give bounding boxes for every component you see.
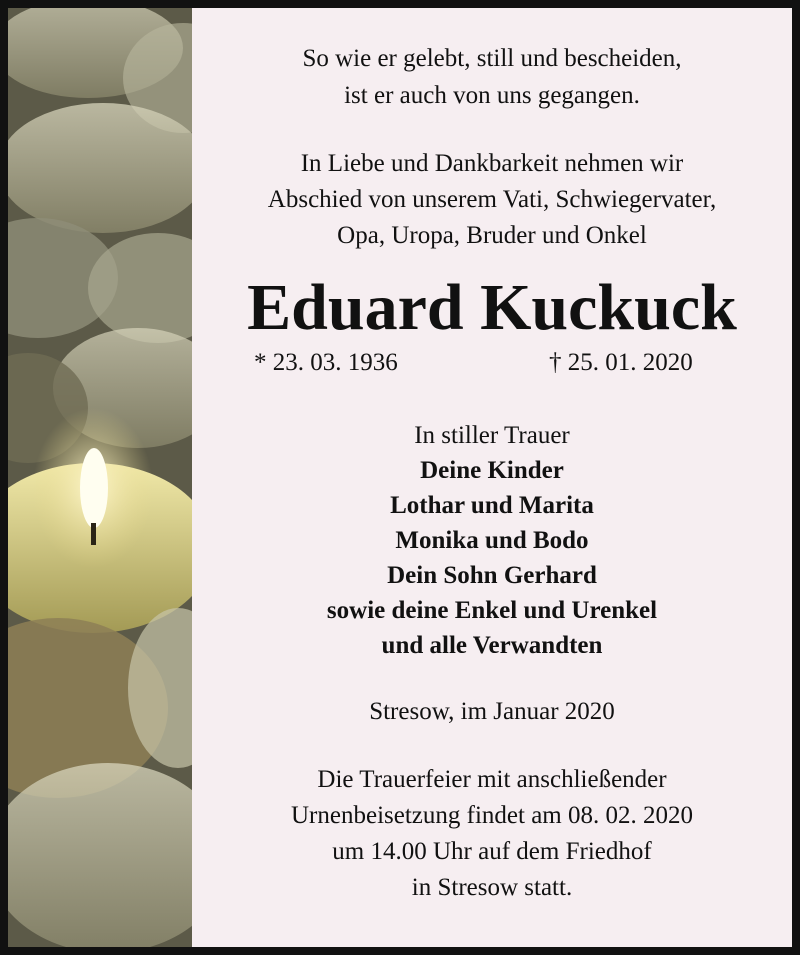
farewell-line-1: In Liebe und Dankbarkeit nehmen wir bbox=[300, 150, 684, 177]
service-line-2: Urnenbeisetzung findet am 08. 02. 2020 bbox=[291, 802, 693, 829]
mourner-4: Dein Sohn Gerhard bbox=[387, 562, 597, 589]
mourner-3: Monika und Bodo bbox=[395, 527, 589, 554]
deceased-name: Eduard Kuckuck bbox=[247, 271, 737, 344]
mourner-2: Lothar und Marita bbox=[390, 492, 594, 519]
service-line-1: Die Trauerfeier mit anschließender bbox=[317, 766, 667, 793]
death-date: † 25. 01. 2020 bbox=[549, 349, 693, 376]
service-line-3: um 14.00 Uhr auf dem Friedhof bbox=[332, 838, 652, 865]
mourning-line: In stiller Trauer bbox=[414, 422, 570, 449]
mourner-1: Deine Kinder bbox=[420, 457, 564, 484]
place-date: Stresow, im Januar 2020 bbox=[369, 698, 615, 725]
tealight-candles-image bbox=[8, 8, 192, 947]
notice-text-panel bbox=[192, 8, 792, 947]
farewell-line-2: Abschied von unserem Vati, Schwiegervater, bbox=[267, 186, 717, 213]
birth-date: * 23. 03. 1936 bbox=[254, 349, 398, 376]
intro-line-2: ist er auch von uns gegangen. bbox=[344, 82, 640, 109]
service-line-4: in Stresow statt. bbox=[411, 874, 573, 901]
candle-photo bbox=[8, 8, 192, 947]
mourner-6: und alle Verwandten bbox=[381, 632, 603, 659]
mourner-5: sowie deine Enkel und Urenkel bbox=[326, 597, 658, 624]
farewell-line-3: Opa, Uropa, Bruder und Onkel bbox=[337, 222, 647, 249]
intro-line-1: So wie er gelebt, still und bescheiden, bbox=[302, 45, 682, 72]
